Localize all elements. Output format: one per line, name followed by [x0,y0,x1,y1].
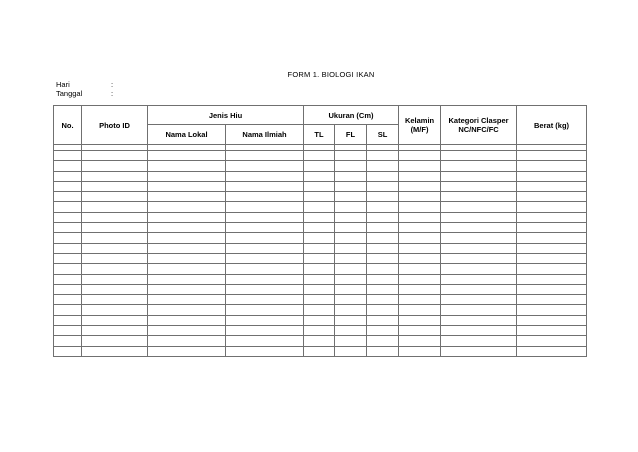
table-cell[interactable] [399,253,441,263]
table-cell[interactable] [82,212,148,222]
table-cell[interactable] [226,305,304,315]
table-row [54,253,587,263]
tanggal-separator: : [111,89,114,98]
table-cell[interactable] [517,336,587,346]
table-cell[interactable] [367,151,399,161]
table-cell[interactable] [82,326,148,336]
table-row [54,181,587,191]
table-cell[interactable] [226,192,304,202]
table-cell[interactable] [226,295,304,305]
table-cell[interactable] [399,223,441,233]
table-cell[interactable] [441,315,517,325]
table-cell[interactable] [82,161,148,171]
table-cell[interactable] [304,223,335,233]
table-cell[interactable] [226,223,304,233]
table-cell[interactable] [148,151,226,161]
table-cell[interactable] [335,181,367,191]
table-cell[interactable] [517,151,587,161]
table-cell[interactable] [399,233,441,243]
table-cell[interactable] [54,315,82,325]
table-row [54,295,587,305]
header-nama-ilmiah: Nama Ilmiah [226,125,304,145]
table-cell[interactable] [367,253,399,263]
table-cell[interactable] [304,295,335,305]
table-cell[interactable] [399,274,441,284]
table-cell[interactable] [304,202,335,212]
table-cell[interactable] [82,295,148,305]
table-cell[interactable] [441,326,517,336]
table-cell[interactable] [367,264,399,274]
table-cell[interactable] [517,212,587,222]
table-cell[interactable] [517,274,587,284]
table-cell[interactable] [367,336,399,346]
table-cell[interactable] [441,202,517,212]
table-cell[interactable] [367,305,399,315]
table-cell[interactable] [441,151,517,161]
table-cell[interactable] [82,336,148,346]
table-cell[interactable] [148,212,226,222]
table-row [54,336,587,346]
table-cell[interactable] [441,223,517,233]
table-cell[interactable] [335,192,367,202]
table-cell[interactable] [304,253,335,263]
table-cell[interactable] [335,223,367,233]
table-cell[interactable] [517,264,587,274]
header-ukuran: Ukuran (Cm) [304,106,399,125]
table-cell[interactable] [82,284,148,294]
table-cell[interactable] [82,202,148,212]
table-cell[interactable] [399,151,441,161]
table-cell[interactable] [54,305,82,315]
table-cell[interactable] [441,336,517,346]
table-cell[interactable] [517,295,587,305]
table-cell[interactable] [82,151,148,161]
table-cell[interactable] [54,212,82,222]
table-cell[interactable] [82,305,148,315]
table-cell[interactable] [148,181,226,191]
table-cell[interactable] [304,336,335,346]
table-cell[interactable] [399,315,441,325]
table-cell[interactable] [54,171,82,181]
table-cell[interactable] [441,192,517,202]
table-cell[interactable] [517,284,587,294]
table-cell[interactable] [367,233,399,243]
table-cell[interactable] [441,181,517,191]
table-cell[interactable] [399,171,441,181]
table-cell[interactable] [517,181,587,191]
table-cell[interactable] [367,295,399,305]
date-separator: : [111,80,114,89]
table-cell[interactable] [54,181,82,191]
table-cell[interactable] [399,346,441,356]
table-cell[interactable] [517,171,587,181]
table-cell[interactable] [226,315,304,325]
table-cell[interactable] [82,346,148,356]
table-cell[interactable] [82,223,148,233]
table-cell[interactable] [367,274,399,284]
table-cell[interactable] [148,171,226,181]
table-cell[interactable] [54,192,82,202]
table-cell[interactable] [304,171,335,181]
table-cell[interactable] [54,295,82,305]
table-row [54,171,587,181]
header-no: No. [54,106,82,145]
table-cell[interactable] [226,233,304,243]
table-cell[interactable] [82,192,148,202]
table-cell[interactable] [335,253,367,263]
table-row [54,315,587,325]
table-cell[interactable] [335,346,367,356]
table-cell[interactable] [335,243,367,253]
table-body [54,145,587,357]
table-cell[interactable] [367,192,399,202]
table-cell[interactable] [148,161,226,171]
table-cell[interactable] [54,161,82,171]
table-cell[interactable] [304,264,335,274]
table-cell[interactable] [226,202,304,212]
table-cell[interactable] [54,151,82,161]
table-cell[interactable] [517,346,587,356]
table-cell[interactable] [226,243,304,253]
tanggal-label: Tanggal [56,89,83,98]
table-cell[interactable] [148,274,226,284]
table-cell[interactable] [399,336,441,346]
table-cell[interactable] [148,295,226,305]
table-cell[interactable] [148,336,226,346]
table-cell[interactable] [226,274,304,284]
table-cell[interactable] [517,192,587,202]
table-row [54,243,587,253]
table-cell[interactable] [335,233,367,243]
table-cell[interactable] [226,161,304,171]
table-row [54,212,587,222]
table-cell[interactable] [148,243,226,253]
table-cell[interactable] [54,346,82,356]
table-cell[interactable] [399,212,441,222]
table-cell[interactable] [517,305,587,315]
table-cell[interactable] [399,243,441,253]
table-cell[interactable] [304,315,335,325]
header-tl: TL [304,125,335,145]
table-cell[interactable] [367,171,399,181]
table-cell[interactable] [399,192,441,202]
table-cell[interactable] [399,202,441,212]
table-row [54,264,587,274]
table-cell[interactable] [304,181,335,191]
table-row [54,284,587,294]
table-cell[interactable] [441,161,517,171]
table-row [54,326,587,336]
table-cell[interactable] [517,202,587,212]
table-cell[interactable] [399,284,441,294]
table-cell[interactable] [399,181,441,191]
table-cell[interactable] [54,274,82,284]
date-label: Hari [56,80,70,89]
table-cell[interactable] [367,212,399,222]
table-cell[interactable] [82,253,148,263]
table-row [54,305,587,315]
table-cell[interactable] [82,171,148,181]
header-photo-id: Photo ID [82,106,148,145]
table-cell[interactable] [517,243,587,253]
table-cell[interactable] [367,243,399,253]
table-cell[interactable] [148,264,226,274]
table-cell[interactable] [517,161,587,171]
table-cell[interactable] [54,253,82,263]
table-row [54,233,587,243]
table-cell[interactable] [54,233,82,243]
table-cell[interactable] [226,346,304,356]
table-cell[interactable] [148,202,226,212]
table-row [54,274,587,284]
table-cell[interactable] [367,346,399,356]
table-cell[interactable] [441,264,517,274]
table-cell[interactable] [335,295,367,305]
table-cell[interactable] [335,171,367,181]
table-cell[interactable] [441,305,517,315]
table-cell[interactable] [335,202,367,212]
table-cell[interactable] [441,212,517,222]
table-cell[interactable] [82,315,148,325]
table-row [54,223,587,233]
table-cell[interactable] [226,171,304,181]
tanggal-row [56,89,121,98]
date-row [56,80,121,89]
table-cell[interactable] [399,326,441,336]
header-sl: SL [367,125,399,145]
table-cell[interactable] [441,284,517,294]
form-title: FORM 1. BIOLOGI IKAN [287,70,375,79]
table-cell[interactable] [441,233,517,243]
table-cell[interactable] [304,151,335,161]
table-row [54,346,587,356]
table-cell[interactable] [517,223,587,233]
table-cell[interactable] [304,243,335,253]
table-cell[interactable] [441,295,517,305]
table-cell[interactable] [517,326,587,336]
table-cell[interactable] [82,181,148,191]
table-cell[interactable] [399,161,441,171]
table-cell[interactable] [335,326,367,336]
table-cell[interactable] [304,305,335,315]
table-cell[interactable] [226,284,304,294]
table-cell[interactable] [304,161,335,171]
table-cell[interactable] [148,346,226,356]
table-cell[interactable] [54,243,82,253]
table-row [54,151,587,161]
table-cell[interactable] [367,326,399,336]
table-cell[interactable] [54,264,82,274]
table-cell[interactable] [441,274,517,284]
table-cell[interactable] [226,181,304,191]
table-cell[interactable] [82,264,148,274]
header-kategori-clasper: Kategori Clasper NC/NFC/FC [441,106,517,145]
table-cell[interactable] [399,264,441,274]
table-cell[interactable] [82,274,148,284]
table-cell[interactable] [54,223,82,233]
table-cell[interactable] [148,192,226,202]
table-cell[interactable] [517,233,587,243]
table-cell[interactable] [304,192,335,202]
table-cell[interactable] [399,305,441,315]
table-cell[interactable] [148,253,226,263]
table-cell[interactable] [304,274,335,284]
table-cell[interactable] [304,346,335,356]
table-cell[interactable] [148,284,226,294]
table-cell[interactable] [441,253,517,263]
table-cell[interactable] [304,212,335,222]
table-cell[interactable] [517,253,587,263]
table-cell[interactable] [335,264,367,274]
table-cell[interactable] [82,233,148,243]
table-cell[interactable] [54,202,82,212]
table-cell[interactable] [335,151,367,161]
table-cell[interactable] [367,181,399,191]
table-cell[interactable] [367,161,399,171]
table-cell[interactable] [441,346,517,356]
table-cell[interactable] [517,315,587,325]
header-jenis-hiu: Jenis Hiu [148,106,304,125]
table-cell[interactable] [148,223,226,233]
table-cell[interactable] [441,171,517,181]
table-cell[interactable] [148,315,226,325]
table-cell[interactable] [367,202,399,212]
table-row [54,202,587,212]
table-cell[interactable] [226,326,304,336]
table-cell[interactable] [226,151,304,161]
table-cell[interactable] [226,336,304,346]
table-row [54,161,587,171]
table-cell[interactable] [54,284,82,294]
biology-table [53,105,587,357]
table-cell[interactable] [367,284,399,294]
table-cell[interactable] [148,326,226,336]
table-cell[interactable] [304,326,335,336]
table-cell[interactable] [335,212,367,222]
table-cell[interactable] [226,264,304,274]
table-cell[interactable] [82,243,148,253]
table-cell[interactable] [148,233,226,243]
header-fl: FL [335,125,367,145]
table-cell[interactable] [335,305,367,315]
table-cell[interactable] [304,233,335,243]
header-kelamin: Kelamin (M/F) [399,106,441,145]
table-cell[interactable] [335,274,367,284]
table-cell[interactable] [54,326,82,336]
table-cell[interactable] [367,223,399,233]
table-cell[interactable] [335,284,367,294]
table-cell[interactable] [399,295,441,305]
table-row [54,192,587,202]
table-cell[interactable] [226,212,304,222]
table-cell[interactable] [54,336,82,346]
table-cell[interactable] [335,336,367,346]
table-cell[interactable] [226,253,304,263]
table-cell[interactable] [441,243,517,253]
table-cell[interactable] [335,315,367,325]
table-cell[interactable] [304,284,335,294]
table-cell[interactable] [148,305,226,315]
header-berat: Berat (kg) [517,106,587,145]
table-cell[interactable] [335,161,367,171]
header-nama-lokal: Nama Lokal [148,125,226,145]
table-cell[interactable] [367,315,399,325]
